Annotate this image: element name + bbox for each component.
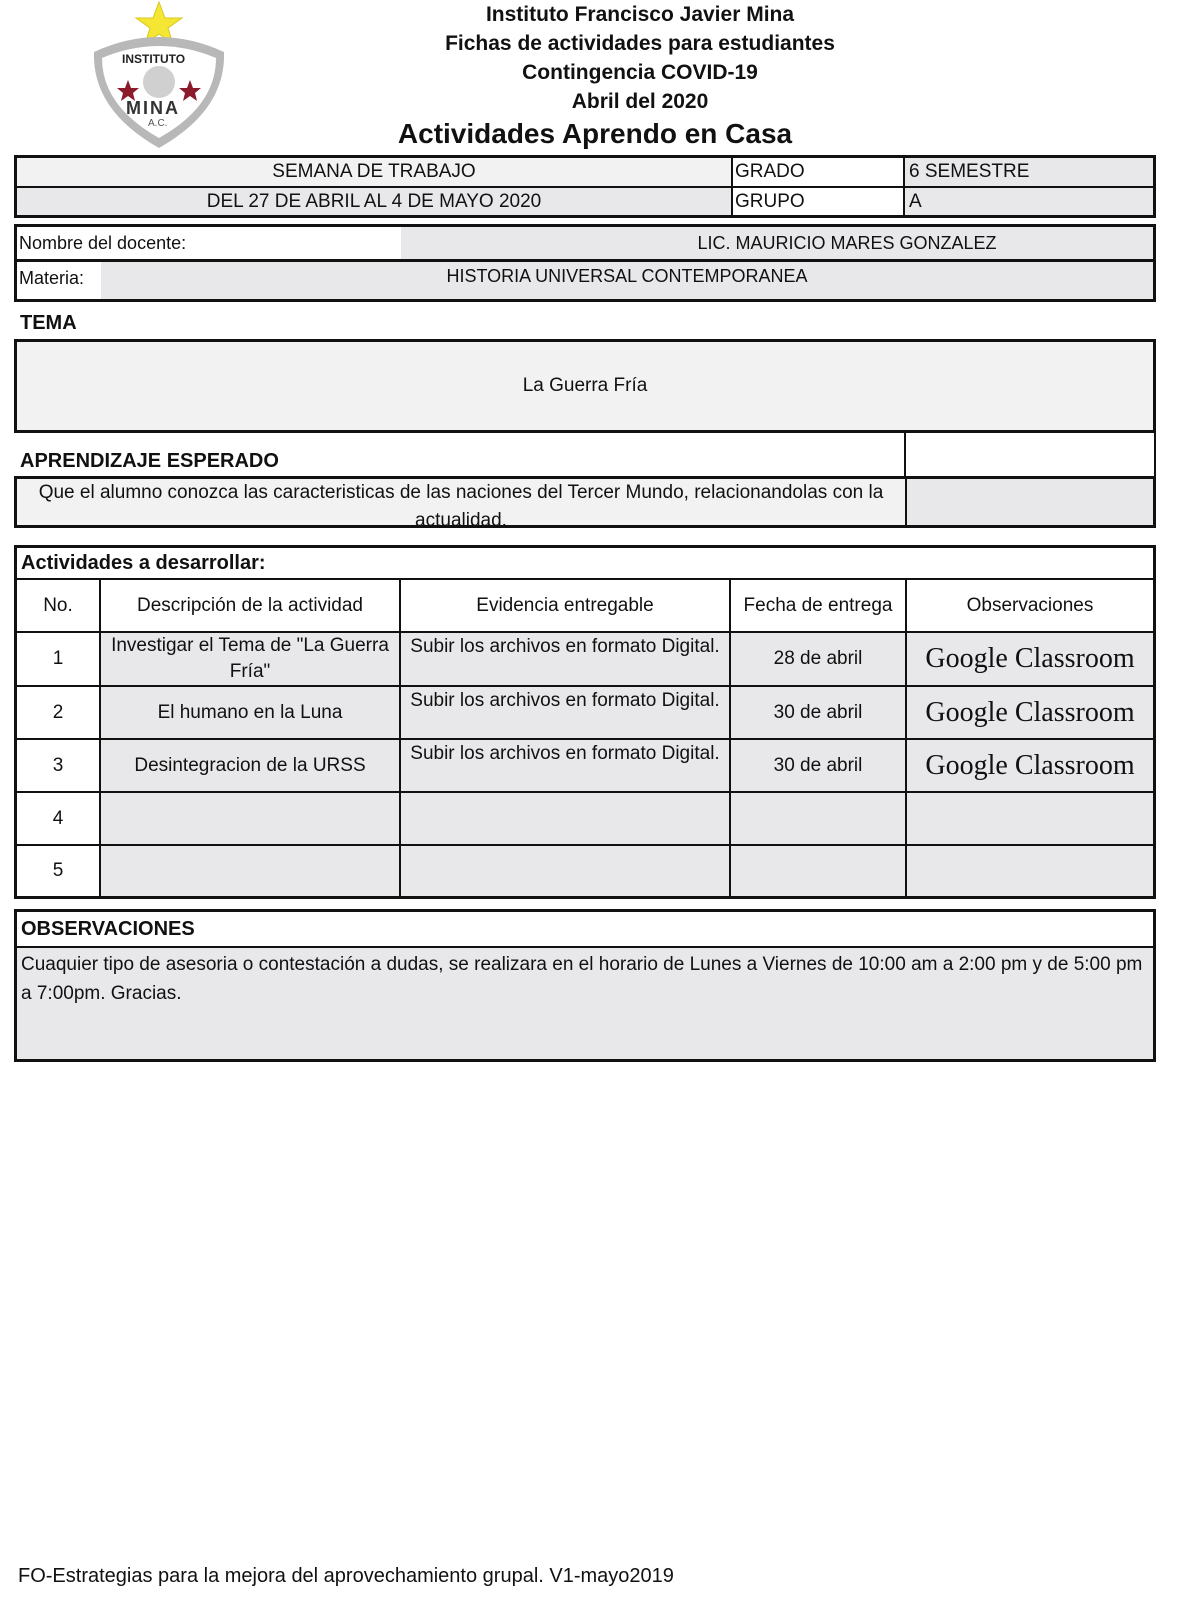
shield-logo-icon: [86, 0, 232, 152]
teacher-value: LIC. MAURICIO MARES GONZALEZ: [401, 227, 1153, 259]
table-row-description: [101, 793, 399, 844]
table-row-evidence: Subir los archivos en formato Digital.: [401, 633, 729, 685]
page-title: Actividades Aprendo en Casa: [397, 118, 793, 149]
table-row-no: 3: [52, 754, 64, 776]
aprendizaje-box: [14, 476, 1156, 531]
grado-label: GRADO: [735, 161, 805, 182]
col-header-date: Fecha de entrega: [743, 594, 893, 616]
table-row-evidence: [401, 846, 729, 896]
logo-text-sub: A.C.: [148, 118, 168, 129]
table-row-no: 2: [52, 701, 64, 723]
teacher-label: Nombre del docente:: [19, 232, 187, 253]
table-row-description: [101, 846, 399, 896]
table-row-observation: Google Classroom: [907, 740, 1153, 791]
week-label: SEMANA DE TRABAJO: [17, 158, 731, 186]
grupo-value: A: [905, 188, 1153, 215]
table-row-date: [731, 846, 905, 896]
logo-text-main: MINA: [126, 98, 180, 118]
table-row-description: Desintegracion de la URSS: [101, 740, 399, 791]
subject-label: Materia:: [19, 267, 85, 288]
col-header-evidence: Evidencia entregable: [476, 594, 654, 616]
table-row-date: 30 de abril: [731, 687, 905, 738]
table-row-date: 28 de abril: [731, 633, 905, 685]
table-row-description: El humano en la Luna: [101, 687, 399, 738]
tema-label: TEMA: [20, 312, 77, 334]
header-subtitle: Fichas de actividades para estudiantes: [445, 32, 835, 55]
header-contingency: Contingencia COVID-19: [522, 61, 758, 84]
observaciones-label: OBSERVACIONES: [21, 917, 195, 940]
observaciones-value: Cuaquier tipo de asesoria o contestación a dudas, se realizara en el horario de Lunes a Viernes de 10:00 am a 2:00 pm y de 5:00 pm a 7:00pm. Gracias.: [17, 948, 1153, 1059]
activities-title: Actividades a desarrollar:: [21, 551, 266, 574]
table-row-no: 1: [52, 648, 64, 669]
table-row-evidence: Subir los archivos en formato Digital.: [401, 740, 729, 791]
observaciones-box: [14, 909, 1156, 1062]
col-header-observations: Observaciones: [966, 594, 1094, 616]
week-box: [14, 155, 1156, 218]
week-range: DEL 27 DE ABRIL AL 4 DE MAYO 2020: [17, 188, 731, 215]
table-row-description: Investigar el Tema de "La Guerra Fría": [101, 633, 399, 685]
table-row-date: 30 de abril: [731, 740, 905, 791]
table-row-evidence: Subir los archivos en formato Digital.: [401, 687, 729, 738]
tema-value: La Guerra Fría: [522, 375, 648, 396]
footer-text: FO-Estrategias para la mejora del aprovechamiento grupal. V1-mayo2019: [18, 1565, 674, 1587]
table-row-no: 4: [52, 807, 64, 829]
col-header-no: No.: [43, 594, 73, 616]
institute-name: Instituto Francisco Javier Mina: [485, 3, 795, 26]
grado-value: 6 SEMESTRE: [905, 158, 1153, 186]
subject-box: [14, 259, 1156, 302]
institute-logo: [86, 0, 232, 152]
subject-value: HISTORIA UNIVERSAL CONTEMPORANEA: [101, 262, 1153, 299]
aprendizaje-value: Que el alumno conozca las caracteristicas de las naciones del Tercer Mundo, relacionandolas con la actualidad.: [17, 479, 905, 525]
tema-box: [14, 339, 1156, 433]
table-row-date: [731, 793, 905, 844]
table-row-no: 5: [52, 860, 64, 881]
aprendizaje-label: APRENDIZAJE ESPERADO: [20, 450, 279, 472]
table-row-observation: Google Classroom: [907, 687, 1153, 738]
table-row-observation: Google Classroom: [907, 633, 1153, 685]
table-row-observation: [907, 793, 1153, 844]
col-header-description: Descripción de la actividad: [136, 594, 363, 616]
logo-text-top: INSTITUTO: [122, 52, 186, 66]
grupo-label: GRUPO: [735, 190, 805, 212]
header-month: Abril del 2020: [571, 90, 709, 113]
table-row-observation: [907, 846, 1153, 896]
teacher-box: [14, 224, 1156, 262]
table-row-evidence: [401, 793, 729, 844]
activities-table: [14, 545, 1156, 899]
